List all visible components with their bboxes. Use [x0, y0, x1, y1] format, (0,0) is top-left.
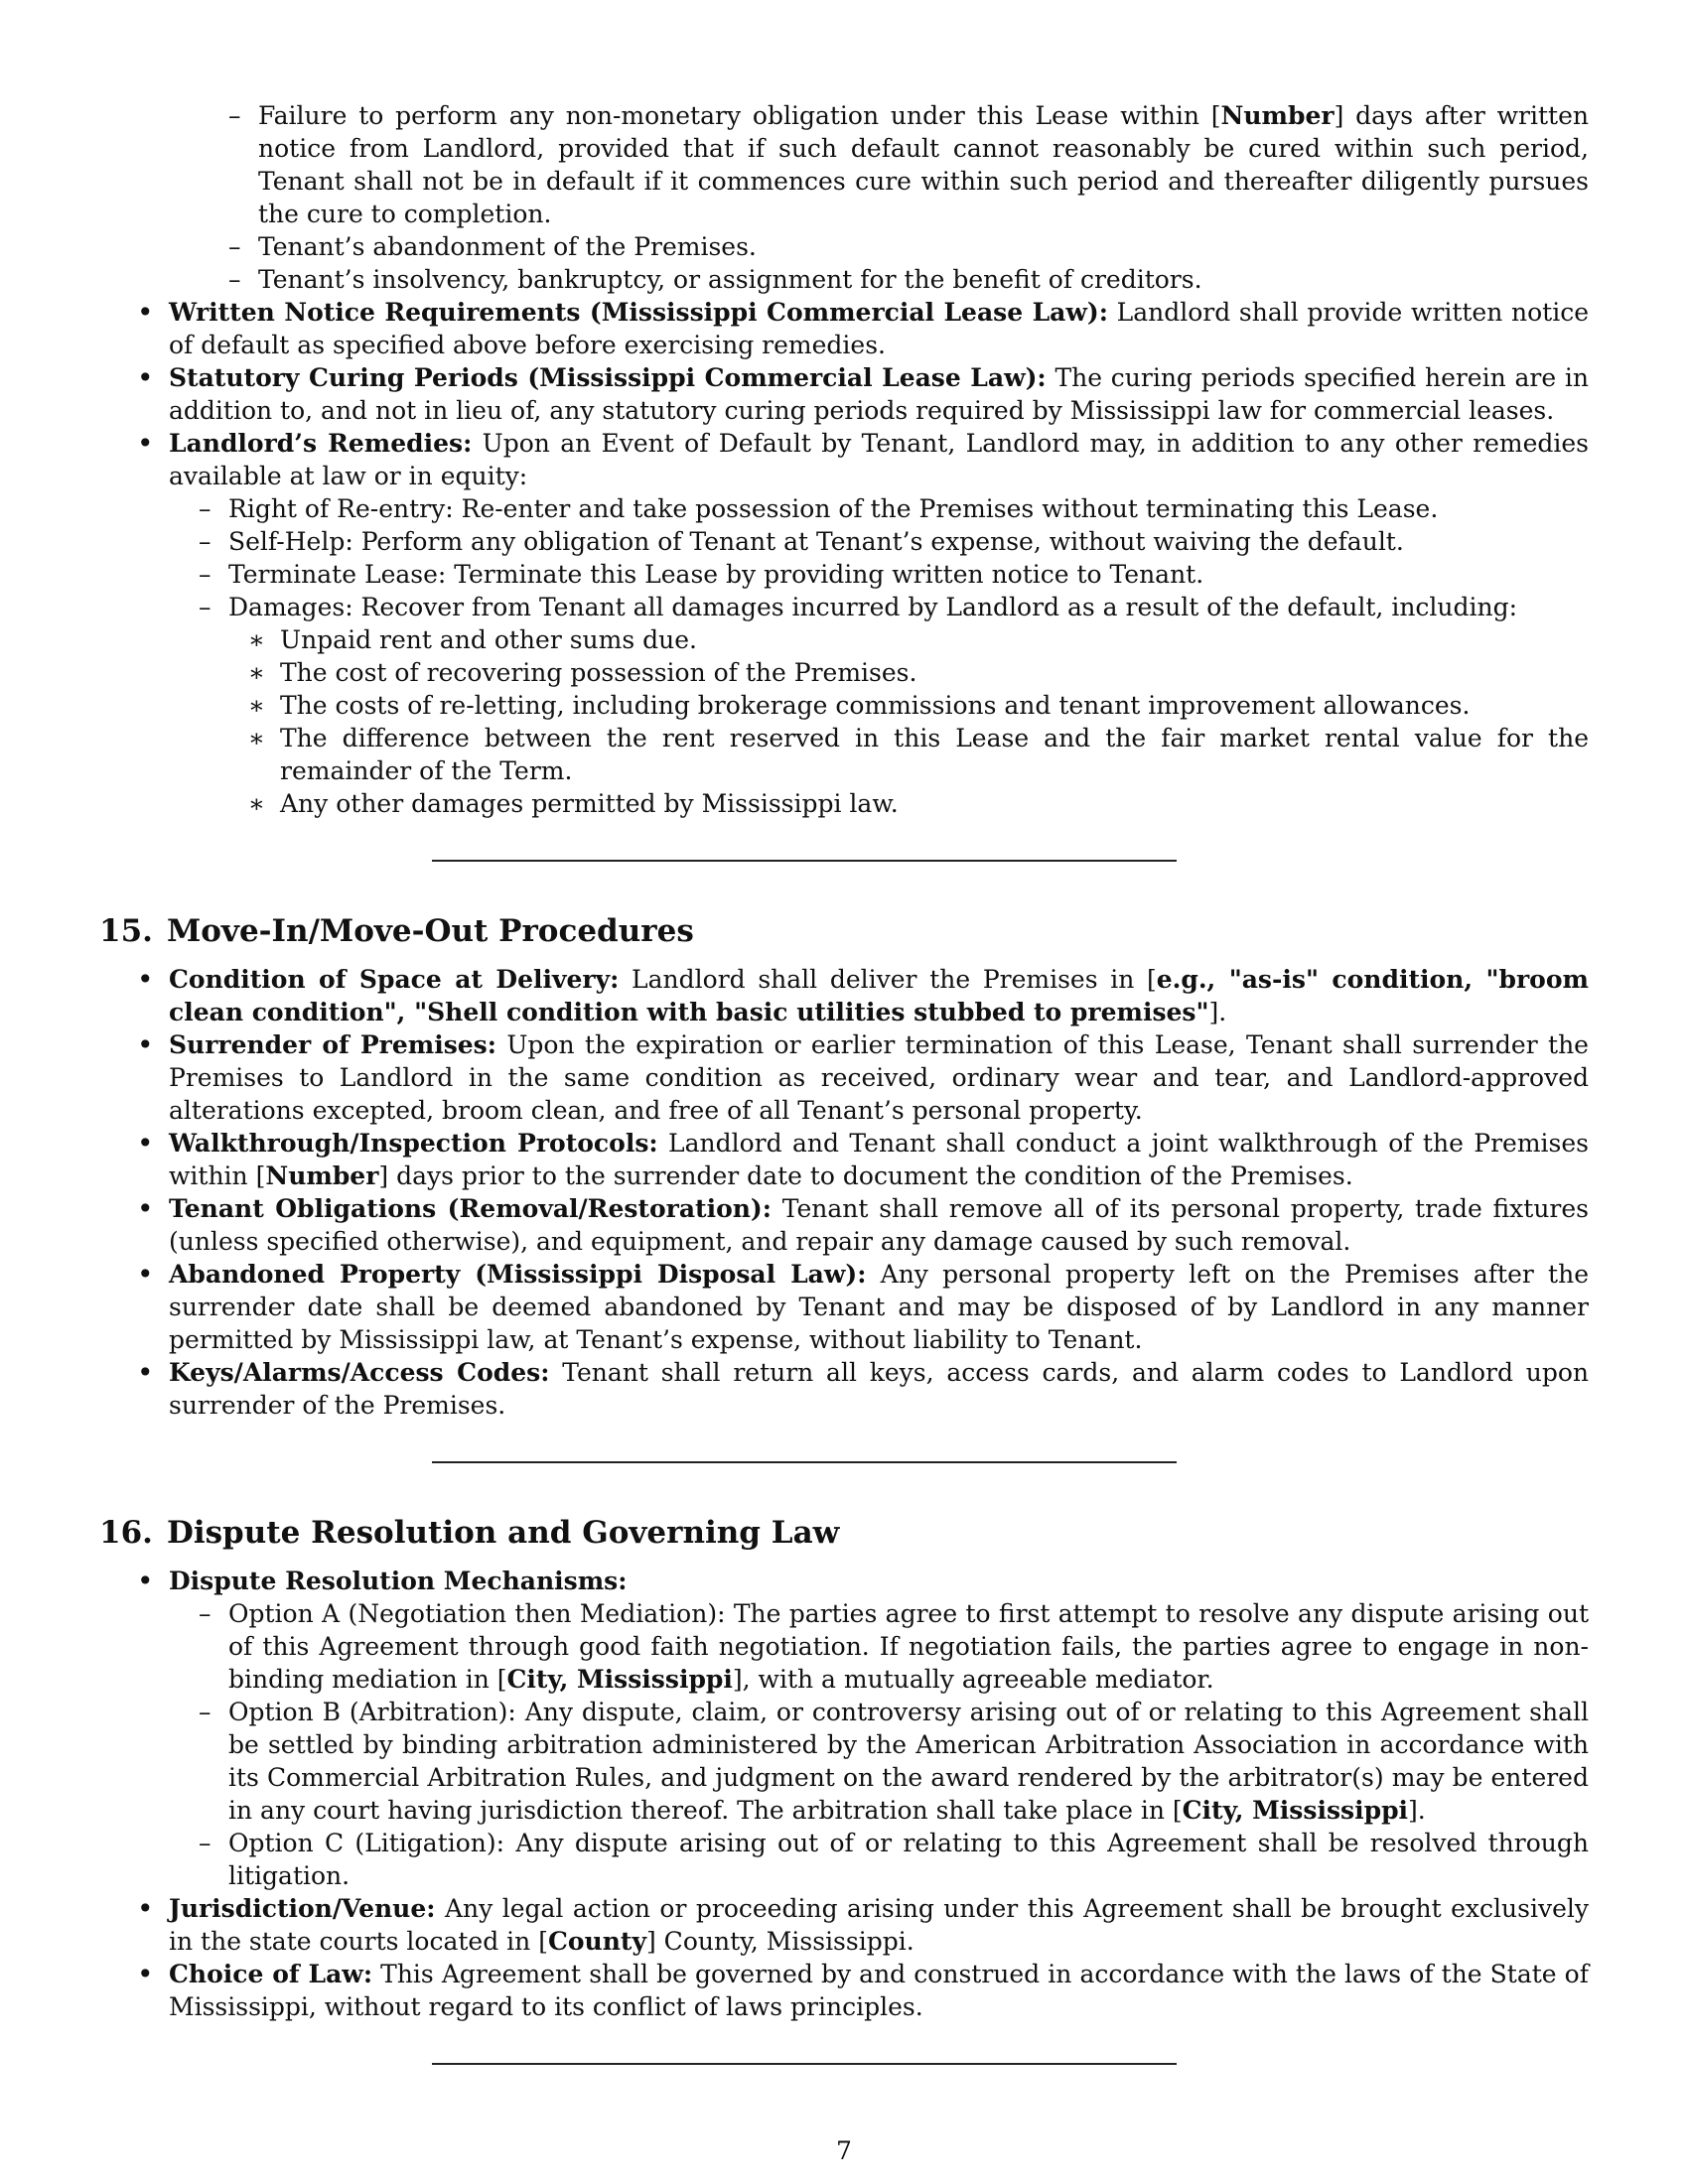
list-item: • Condition of Space at Delivery: Landlord shall deliver the Premises in [e.g., "as-is" condition, "broom clean condition", "Shell condition with basic utilities stubbed to premises"].: [99, 963, 1589, 1028]
list-item: ∗ The difference between the rent reserved in this Lease and the fair market rental value for the remainder of the Term.: [228, 722, 1589, 787]
remedies-list: [169, 492, 1589, 820]
item-label: Dispute Resolution Mechanisms:: [169, 1567, 628, 1595]
list-item: – Option B (Arbitration): Any dispute, claim, or controversy arising out of or relating to this Agreement shall be settled by binding arbitration administered by the American Arbitration Association in accordance with its Commercial Arbitration Rules, and judgment on the award rendered by the arbitrator(s) may be entered in any court having jurisdiction thereof. The arbitration shall take place in [City, Mississippi].: [169, 1696, 1589, 1827]
list-item: • Jurisdiction/Venue: Any legal action or proceeding arising under this Agreement shall be brought exclusively in the state courts located in [County] County, Mississippi.: [99, 1892, 1589, 1958]
list-item: • Statutory Curing Periods (Mississippi Commercial Lease Law): The curing periods specified herein are in addition to, and not in lieu of, any statutory curing periods required by Mississippi law for commercial leases.: [99, 361, 1589, 427]
list-item: ∗ The costs of re-letting, including brokerage commissions and tenant improvement allowances.: [228, 689, 1589, 722]
default-bullets: [99, 296, 1589, 820]
item-label: Surrender of Premises:: [169, 1030, 496, 1059]
list-item: – Right of Re-entry: Re-enter and take possession of the Premises without terminating this Lease.: [169, 492, 1589, 525]
section-divider: [432, 2063, 1177, 2065]
list-item: ∗ The cost of recovering possession of the Premises.: [228, 656, 1589, 689]
damages-list: [228, 623, 1589, 820]
list-item: – Tenant’s insolvency, bankruptcy, or assignment for the benefit of creditors.: [228, 263, 1589, 296]
list-item: [99, 1565, 1589, 1892]
item-label: Abandoned Property (Mississippi Disposal Law):: [169, 1260, 867, 1289]
list-item: – Failure to perform any non-monetary obligation under this Lease within [Number] days after written notice from Landlord, provided that if such default cannot reasonably be cured within such period, Tenant shall not be in default if it commences cure within such period and thereafter diligently pursues the cure to completion.: [228, 99, 1589, 230]
list-item: – Damages: Recover from Tenant all damages incurred by Landlord as a result of the default, including: ∗ Unpaid rent and other sums due. ∗ The cost of recovering possession of the Premises. ∗ The costs of re-letting, including brokerage commissions and tenant improvement allowances. ∗ The difference between the rent reserved in this Lease and the fair market rental value for the remainder of the Term. ∗ Any other damages permitted by Mississippi law.: [169, 591, 1589, 820]
list-item: – Option C (Litigation): Any dispute arising out of or relating to this Agreement shall be resolved through litigation.: [169, 1827, 1589, 1892]
item-label: Landlord’s Remedies:: [169, 429, 473, 458]
item-label: Written Notice Requirements (Mississippi Commercial Lease Law):: [169, 298, 1108, 327]
item-label: Condition of Space at Delivery:: [169, 965, 620, 994]
item-label: Statutory Curing Periods (Mississippi Commercial Lease Law):: [169, 363, 1047, 392]
list-item: • Abandoned Property (Mississippi Disposal Law): Any personal property left on the Premises after the surrender date shall be deemed abandoned by Tenant and may be disposed of by Landlord in any manner permitted by Mississippi law, at Tenant’s expense, without liability to Tenant.: [99, 1258, 1589, 1356]
item-label: Tenant Obligations (Removal/Restoration):: [169, 1194, 772, 1223]
list-item: – Self-Help: Perform any obligation of Tenant at Tenant’s expense, without waiving the default.: [169, 525, 1589, 558]
section-divider: [432, 860, 1177, 862]
page-number: 7: [836, 2136, 852, 2165]
section-divider: [432, 1461, 1177, 1463]
list-item: • Landlord’s Remedies: Upon an Event of Default by Tenant, Landlord may, in addition to any other remedies available at law or in equity: – Right of Re-entry: Re-enter and take possession of the Premises without terminating this Lease. – Self-Help: Perform any obligation of Tenant at Tenant’s expense, without waiving the default. – Terminate Lease: Terminate this Lease by providing written notice to Tenant. – Damages: Recover from Tenant all damages incurred by Landlord as a result of the default, including: ∗ Unpaid rent and other sums due. ∗ The cost of recovering possession of the Premises. ∗ The costs of re-letting, including brokerage commissions and tenant improvement allowances. ∗ The difference between the rent reserved in this Lease and the fair market rental value for the remainder of the Term. ∗ Any other damages permitted by Mississippi law.: [99, 427, 1589, 820]
item-label: Choice of Law:: [169, 1960, 373, 1988]
list-item: ∗ Any other damages permitted by Mississippi law.: [228, 787, 1589, 820]
item-label: Walkthrough/Inspection Protocols:: [169, 1129, 658, 1158]
section-15-list: [99, 963, 1589, 1422]
list-item: • Choice of Law: This Agreement shall be governed by and construed in accordance with the laws of the State of Mississippi, without regard to its conflict of laws principles.: [99, 1958, 1589, 2023]
section-16-list: [99, 1565, 1589, 2023]
dispute-options-list: [169, 1597, 1589, 1892]
list-item: • Keys/Alarms/Access Codes: Tenant shall return all keys, access cards, and alarm codes to Landlord upon surrender of the Premises.: [99, 1356, 1589, 1422]
list-item: – Option A (Negotiation then Mediation): The parties agree to first attempt to resolve any dispute arising out of this Agreement through good faith negotiation. If negotiation fails, the parties agree to engage in non-binding mediation in [City, Mississippi], with a mutually agreeable mediator.: [169, 1597, 1589, 1696]
list-item: ∗ Unpaid rent and other sums due.: [228, 623, 1589, 656]
item-label: Jurisdiction/Venue:: [169, 1894, 436, 1923]
list-item: • Written Notice Requirements (Mississippi Commercial Lease Law): Landlord shall provide written notice of default as specified above before exercising remedies.: [99, 296, 1589, 361]
list-item: – Terminate Lease: Terminate this Lease by providing written notice to Tenant.: [169, 558, 1589, 591]
list-item: • Tenant Obligations (Removal/Restoration): Tenant shall remove all of its personal property, trade fixtures (unless specified otherwise), and equipment, and repair any damage caused by such removal.: [99, 1192, 1589, 1258]
list-item: • Walkthrough/Inspection Protocols: Landlord and Tenant shall conduct a joint walkthrough of the Premises within [Number] days prior to the surrender date to document the condition of the Premises.: [99, 1127, 1589, 1192]
section-heading: 16. Dispute Resolution and Governing Law: [99, 1515, 840, 1551]
default-events-list: [99, 99, 1589, 296]
list-item: – Tenant’s abandonment of the Premises.: [228, 230, 1589, 263]
section-heading: 15. Move-In/Move-Out Procedures: [99, 913, 694, 949]
item-label: Keys/Alarms/Access Codes:: [169, 1358, 550, 1387]
list-item: • Surrender of Premises: Upon the expiration or earlier termination of this Lease, Tenant shall surrender the Premises to Landlord in the same condition as received, ordinary wear and tear, and Landlord-approved alterations excepted, broom clean, and free of all Tenant’s personal property.: [99, 1028, 1589, 1127]
page-content: [99, 99, 1589, 2115]
